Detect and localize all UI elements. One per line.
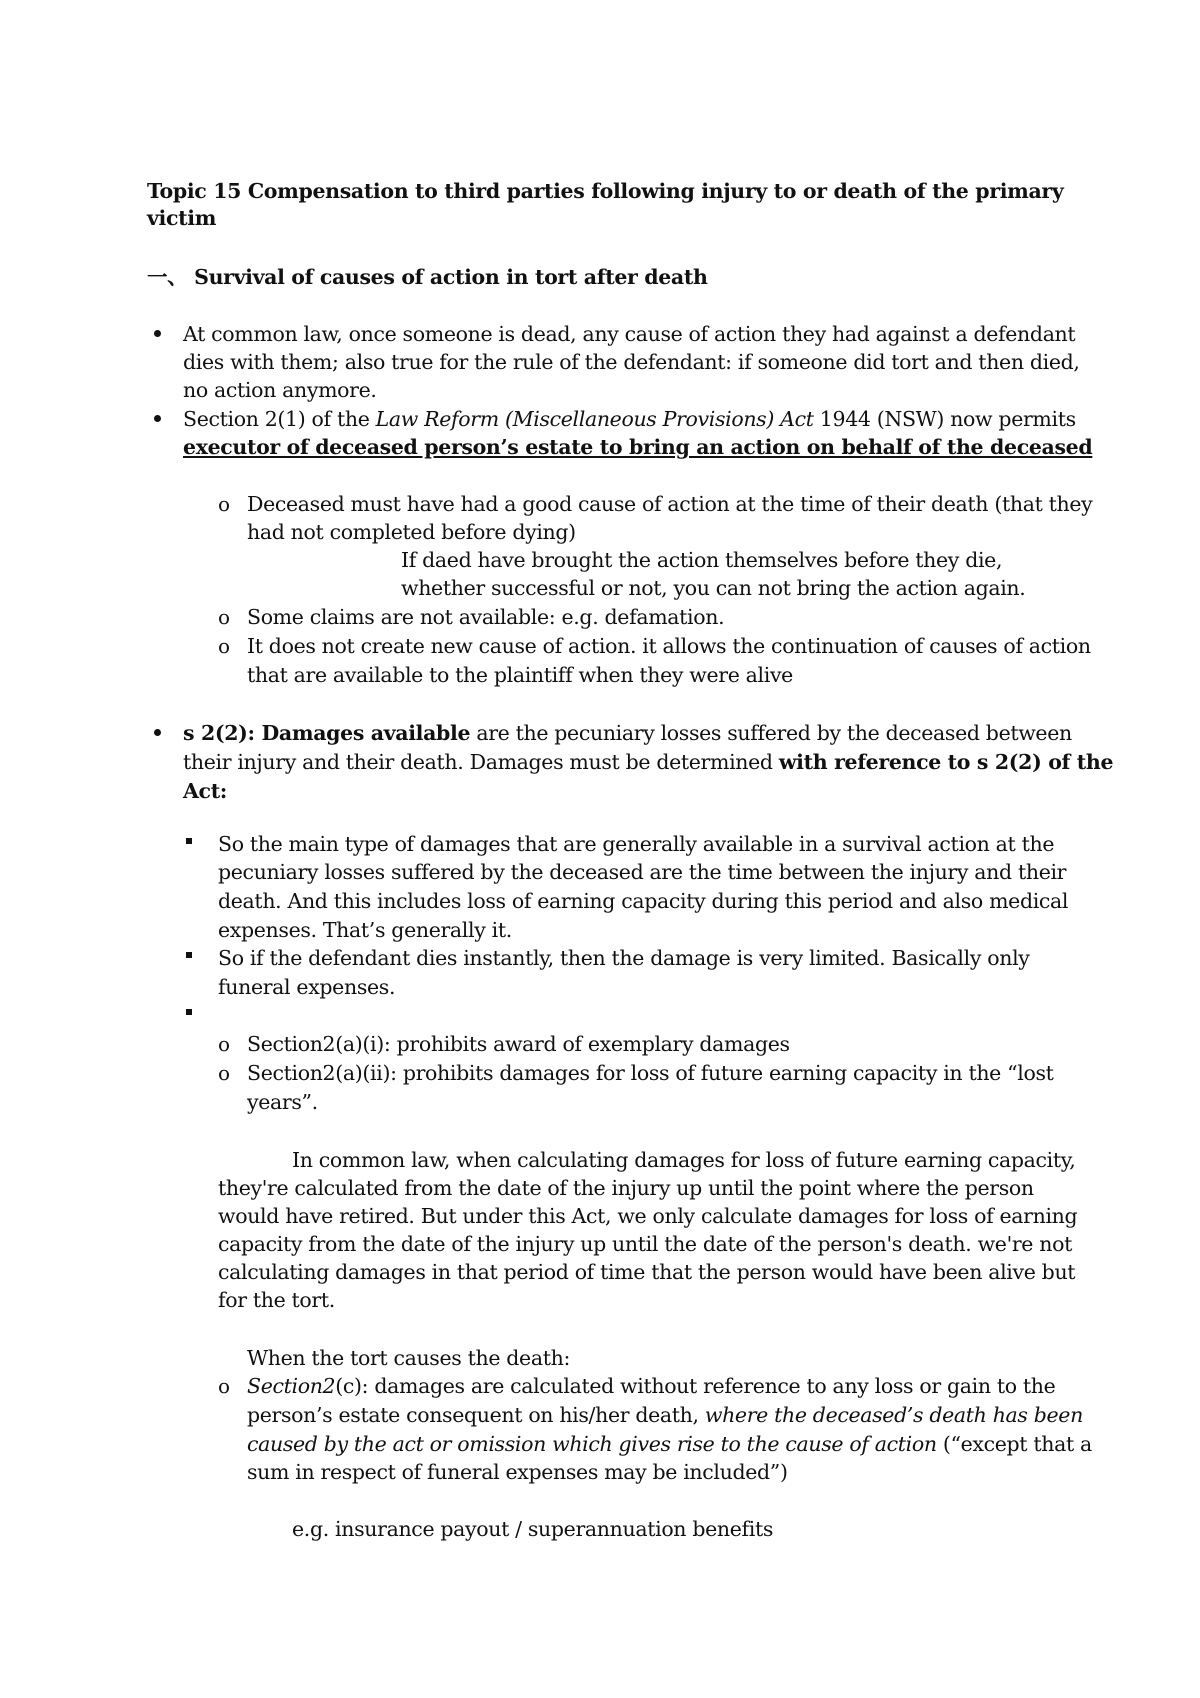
square-2-line-2: funeral expenses. bbox=[218, 975, 396, 999]
bullet-1-line-1: At common law, once someone is dead, any cause of action they had against a defendant bbox=[183, 322, 1076, 346]
sub-1-line-1: Deceased must have had a good cause of action at the time of their death (that they bbox=[247, 492, 1093, 516]
section-ref: Section2 bbox=[247, 1374, 336, 1398]
sub-5-line-1: Section2(a)(ii): prohibits damages for loss of future earning capacity in the “lost bbox=[247, 1061, 1054, 1085]
bullet-3-line-2 bbox=[183, 748, 1113, 776]
bullet-icon bbox=[154, 729, 161, 736]
bullet-3-rest: are the pecuniary losses suffered by the deceased between bbox=[470, 721, 1072, 745]
circle-bullet-icon: o bbox=[218, 1032, 231, 1056]
sub-6-line-1-rest: (c): damages are calculated without reference to any loss or gain to the bbox=[335, 1374, 1056, 1398]
bullet-3-line-2b: with reference to s 2(2) of the bbox=[778, 750, 1114, 774]
sub-4-line-1: Section2(a)(i): prohibits award of exemplary damages bbox=[247, 1032, 790, 1056]
sub-6-line-3b: (“except that a bbox=[936, 1432, 1092, 1456]
sub-1-line-2: had not completed before dying) bbox=[247, 520, 576, 544]
para-line-5: calculating damages in that period of time that the person would have been alive but bbox=[218, 1260, 1076, 1284]
square-bullet-icon bbox=[186, 838, 192, 844]
para-line-6: for the tort. bbox=[218, 1288, 335, 1312]
bullet-icon bbox=[154, 415, 161, 422]
act-name: Law Reform (Miscellaneous Provisions) Act bbox=[375, 407, 814, 431]
sub-6-line-2b: where the deceased’s death has been bbox=[704, 1403, 1083, 1427]
circle-bullet-icon: o bbox=[218, 492, 231, 516]
square-bullet-icon bbox=[186, 952, 192, 958]
section-heading bbox=[147, 263, 708, 291]
square-1-line-4: expenses. That’s generally it. bbox=[218, 918, 512, 942]
sub-6-line-4: sum in respect of funeral expenses may be included”) bbox=[247, 1460, 788, 1484]
bullet-2-pre: Section 2(1) of the bbox=[183, 407, 376, 431]
bullet-icon bbox=[154, 330, 161, 337]
sub-3-line-1: It does not create new cause of action. it allows the continuation of causes of action bbox=[247, 634, 1091, 658]
bullet-1-line-3: no action anymore. bbox=[183, 378, 377, 402]
square-bullet-icon bbox=[186, 1009, 192, 1015]
bullet-3-line-3: Act: bbox=[183, 779, 228, 803]
bullet-3-line-2a: their injury and their death. Damages must be determined bbox=[183, 750, 779, 774]
para-line-1: In common law, when calculating damages for loss of future earning capacity, bbox=[292, 1148, 1076, 1172]
bullet-1-line-2: dies with them; also true for the rule of the defendant: if someone did tort and then died, bbox=[183, 350, 1080, 374]
square-1-line-3: death. And this includes loss of earning capacity during this period and also medical bbox=[218, 889, 1069, 913]
sub-1-note-1: If daed have brought the action themselves before they die, bbox=[401, 548, 1003, 572]
sub-6-line-2 bbox=[247, 1401, 1083, 1429]
sub-6-line-3a: caused by the act or omission which gives rise to the cause of action bbox=[247, 1432, 937, 1456]
bullet-2-line-1 bbox=[183, 405, 1076, 433]
sub-3-line-2: that are available to the plaintiff when they were alive bbox=[247, 663, 793, 687]
sub-2-line-1: Some claims are not available: e.g. defamation. bbox=[247, 605, 725, 629]
when-line: When the tort causes the death: bbox=[247, 1346, 571, 1370]
section-heading-text: Survival of causes of action in tort after death bbox=[194, 265, 708, 289]
title-line-1: Topic 15 Compensation to third parties following injury to or death of the primary bbox=[147, 179, 1064, 203]
title-line-2: victim bbox=[147, 206, 217, 230]
section-number: 一、 bbox=[147, 265, 188, 289]
sub-1-note-2: whether successful or not, you can not bring the action again. bbox=[401, 576, 1026, 600]
sub-5-line-2: years”. bbox=[247, 1090, 318, 1114]
bullet-3-bold: s 2(2): Damages available bbox=[183, 721, 471, 745]
square-1-line-1: So the main type of damages that are generally available in a survival action at the bbox=[218, 832, 1055, 856]
circle-bullet-icon: o bbox=[218, 1061, 231, 1085]
para-line-4: capacity from the date of the injury up until the date of the person's death. we're not bbox=[218, 1232, 1072, 1256]
circle-bullet-icon: o bbox=[218, 605, 231, 629]
sub-6-line-3 bbox=[247, 1430, 1092, 1458]
bullet-2-post: 1944 (NSW) now permits bbox=[813, 407, 1076, 431]
circle-bullet-icon: o bbox=[218, 634, 231, 658]
sub-6-line-2a: person’s estate consequent on his/her death, bbox=[247, 1403, 705, 1427]
bullet-3-line-1 bbox=[183, 719, 1072, 747]
square-1-line-2: pecuniary losses suffered by the deceased are the time between the injury and their bbox=[218, 860, 1067, 884]
sub-6-line-1 bbox=[247, 1372, 1055, 1400]
bullet-2-line-2: executor of deceased person’s estate to bring an action on behalf of the deceased bbox=[183, 435, 1093, 459]
square-2-line-1: So if the defendant dies instantly, then the damage is very limited. Basically only bbox=[218, 946, 1030, 970]
para-line-3: would have retired. But under this Act, we only calculate damages for loss of earning bbox=[218, 1204, 1078, 1228]
circle-bullet-icon: o bbox=[218, 1374, 231, 1398]
example-line: e.g. insurance payout / superannuation benefits bbox=[292, 1517, 774, 1541]
para-line-2: they're calculated from the date of the injury up until the point where the person bbox=[218, 1176, 1034, 1200]
